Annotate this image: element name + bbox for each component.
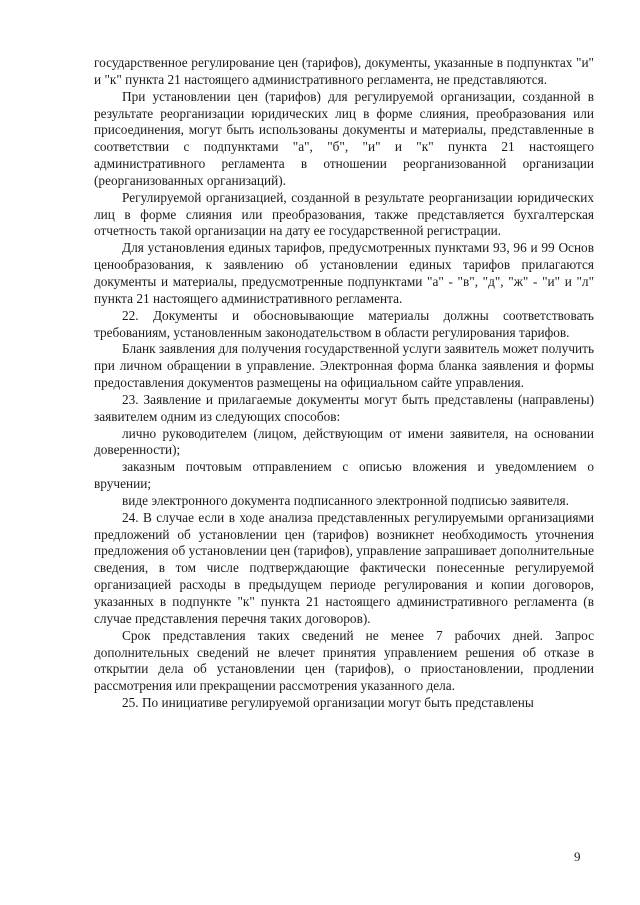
paragraph-25: 25. По инициативе регулируемой организации могут быть представлены [122, 695, 534, 711]
paragraph-deadline: Срок представления таких сведений не менее 7 рабочих дней. Запрос дополнительных сведений не влечет принятия управлением решения об отказе в открытии дела об установлении цен (тарифов), о приостановлении, продлении рассмотрения или прекращении рассмотрения указанного дела. [94, 627, 594, 694]
page-number: 9 [574, 849, 581, 864]
paragraph-reorganization: При установлении цен (тарифов) для регулируемой организации, созданной в результате реорганизации юридических лиц в форме слияния, преобразования или присоединения, могут быть использованы документы и материалы, представленные в соответствии с подпунктами "а", "б", "и" и "к" пункта 21 настоящего административного регламента в отношении реорганизованной организации (реорганизованных организаций). [94, 88, 594, 188]
paragraph-23: 23. Заявление и прилагаемые документы могут быть представлены (направлены) заявителем одним из следующих способов: [94, 391, 594, 424]
list-item-electronic: виде электронного документа подписанного электронной подписью заявителя. [122, 492, 569, 508]
paragraph-continuation: государственное регулирование цен (тарифов), документы, указанные в подпунктах "и" и "к" пункта 21 настоящего административного регламента, не представляются. [94, 55, 594, 87]
list-item-registered-mail: заказным почтовым отправлением с описью вложения и уведомлением о вручении; [94, 459, 594, 492]
list-item-personally: лично руководителем (лицом, действующим от имени заявителя, на основании доверенности); [94, 425, 594, 458]
paragraph-accounting: Регулируемой организацией, созданной в результате реорганизации юридических лиц в форме слияния или преобразования, также представляется бухгалтерская отчетность такой организации на дату ее государственной регистрации. [94, 189, 594, 239]
paragraph-unified-tariffs: Для установления единых тарифов, предусмотренных пунктами 93, 96 и 99 Основ ценообразования, к заявлению об установлении единых тарифов прилагаются документы и материалы, предусмотренные подпунктами "а" - "в", "д", "ж" - "и" и "л" пункта 21 настоящего административного регламента. [94, 240, 594, 306]
paragraph-24: 24. В случае если в ходе анализа представленных регулируемыми организациями предложений об установлении цен (тарифов) возникнет необходимость уточнения предложения об установлении цен (тарифов), управление запрашивает дополнительные сведения, в том числе подтверждающие фактически понесенные регулируемой организацией расходы в предыдущем периоде регулирования и копии договоров, указанных в подпункте "к" пункта 21 настоящего административного регламента (в случае представления перечня таких договоров). [94, 509, 594, 626]
document-page [94, 55, 594, 712]
paragraph-22: 22. Документы и обосновывающие материалы должны соответствовать требованиям, установленным законодательством в области регулирования тарифов. [94, 307, 594, 340]
paragraph-application-form: Бланк заявления для получения государственной услуги заявитель может получить при личном обращении в управление. Электронная форма бланка заявления и формы предоставления документов размещены на официальном сайте управления. [94, 341, 595, 391]
